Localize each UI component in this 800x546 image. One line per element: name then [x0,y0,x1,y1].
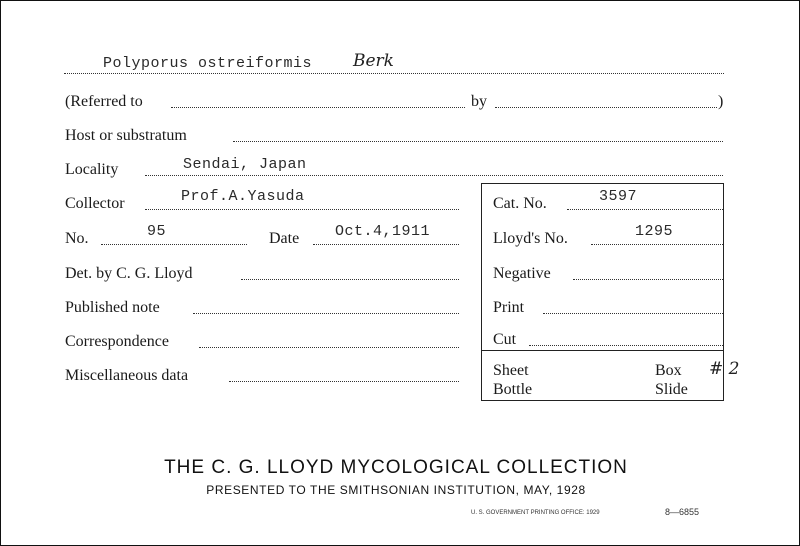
lloyds-no-label: Lloyd's No. [493,230,568,247]
box-bottom-border [481,400,723,401]
no-label: No. [65,230,89,247]
misc-label: Miscellaneous data [65,367,189,384]
cut-line [529,345,723,346]
det-by-line [241,279,459,280]
box-left-border [481,183,482,401]
collection-title: THE C. G. LLOYD MYCOLOGICAL COLLECTION [164,457,628,478]
no-value: 95 [147,223,167,240]
locality-value: Sendai, Japan [183,156,307,173]
host-line [233,141,723,142]
species-author: Berk [353,51,394,71]
cat-no-value: 3597 [599,188,638,205]
slide-label: Slide [655,381,688,398]
bottle-label: Bottle [493,381,533,398]
box-value: # 2 [709,359,740,379]
lloyds-no-line [591,244,723,245]
by-label: by [471,93,487,110]
negative-line [573,279,723,280]
form-number: 8—6855 [665,507,700,517]
cut-label: Cut [493,331,517,348]
box-divider [481,350,723,351]
no-line [101,244,247,245]
correspondence-label: Correspondence [65,333,169,350]
collector-label: Collector [65,195,125,212]
correspondence-line [199,347,459,348]
species-line [64,73,724,74]
lloyds-no-value: 1295 [635,223,674,240]
species-name: Polyporus ostreiformis [103,55,313,72]
cat-no-label: Cat. No. [493,195,547,212]
published-note-line [193,313,459,314]
referred-to-label: (Referred to [65,93,143,110]
collector-value: Prof.A.Yasuda [181,188,305,205]
published-note-label: Published note [65,299,160,316]
locality-label: Locality [65,161,119,178]
date-value: Oct.4,1911 [335,223,431,240]
print-label: Print [493,299,525,316]
collector-line [145,209,459,210]
det-by-label: Det. by C. G. Lloyd [65,265,193,282]
negative-label: Negative [493,265,551,282]
misc-line [229,381,459,382]
date-line [313,244,459,245]
print-line [543,313,723,314]
box-top-border [481,183,723,184]
cat-no-line [567,209,723,210]
locality-line [145,175,723,176]
referred-to-line [171,107,465,108]
host-label: Host or substratum [65,127,187,144]
printer-imprint: U. S. GOVERNMENT PRINTING OFFICE: 1929 [471,510,600,516]
by-line [495,107,717,108]
date-label: Date [269,230,300,247]
box-label: Box [655,362,682,379]
sheet-label: Sheet [493,362,529,379]
collection-subtitle: PRESENTED TO THE SMITHSONIAN INSTITUTION, MAY, 1928 [206,483,586,497]
close-paren: ) [718,93,724,110]
